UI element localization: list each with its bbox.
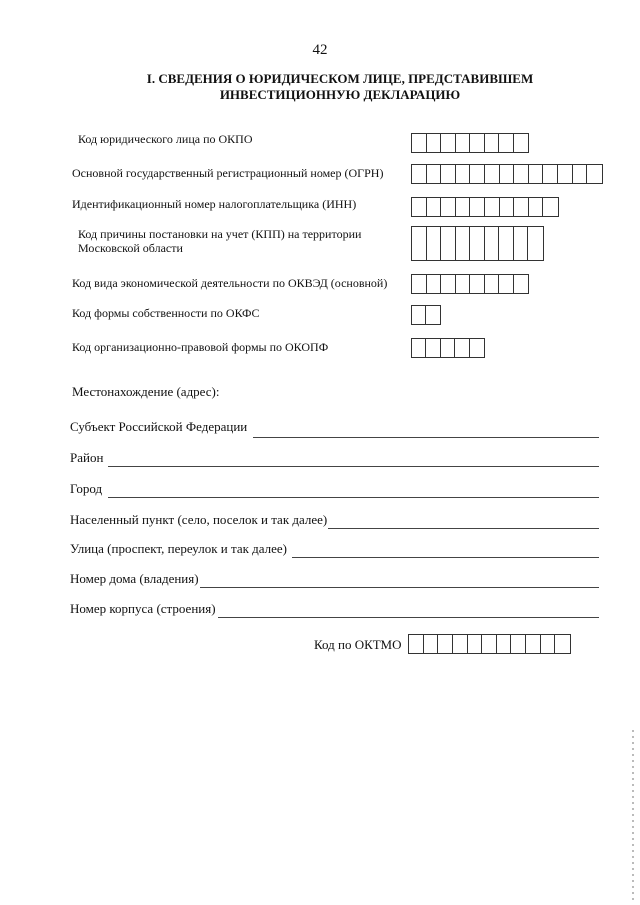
code-cell[interactable] [456,165,471,183]
kpp-label-line-1: Код причины постановки на учет (КПП) на территории [78,227,362,241]
code-cell[interactable] [426,339,440,357]
code-cell[interactable] [528,227,543,260]
code-cell[interactable] [526,635,541,653]
code-cell[interactable] [412,198,427,216]
house-label: Номер дома (владения) [70,571,199,586]
code-cell[interactable] [470,275,485,293]
district-label: Район [70,450,104,465]
code-cell[interactable] [500,165,515,183]
code-cell[interactable] [499,275,514,293]
code-cell[interactable] [482,635,497,653]
locality-input-line[interactable] [328,527,599,529]
code-cell[interactable] [412,306,426,324]
code-cell[interactable] [412,165,427,183]
region-label: Субъект Российской Федерации [70,419,248,434]
inn-label: Идентификационный номер налогоплательщика (ИНН) [72,197,357,211]
code-cell[interactable] [543,198,558,216]
code-cell[interactable] [485,165,500,183]
address-heading: Местонахождение (адрес): [72,384,220,399]
code-cell[interactable] [427,134,442,152]
code-cell[interactable] [412,134,427,152]
okopf-code-boxes[interactable] [411,338,485,358]
code-cell[interactable] [441,198,456,216]
code-cell[interactable] [499,134,514,152]
oktmo-label: Код по ОКТМО [314,637,402,652]
code-cell[interactable] [470,227,485,260]
okved-label: Код вида экономической деятельности по ОКВЭД (основной) [72,276,388,290]
okpo-label: Код юридического лица по ОКПО [78,132,253,146]
code-cell[interactable] [456,134,471,152]
oktmo-code-boxes[interactable] [408,634,571,654]
code-cell[interactable] [409,635,424,653]
region-input-line[interactable] [253,436,599,438]
code-cell[interactable] [468,635,483,653]
section-title-line-2: ИНВЕСТИЦИОННУЮ ДЕКЛАРАЦИЮ [219,87,461,102]
code-cell[interactable] [441,227,456,260]
code-cell[interactable] [485,227,500,260]
kpp-code-boxes[interactable] [411,226,544,261]
ogrn-code-boxes[interactable] [411,164,603,184]
code-cell[interactable] [438,635,453,653]
code-cell[interactable] [470,165,485,183]
okopf-label: Код организационно-правовой формы по ОКОПФ [72,340,329,354]
building-input-line[interactable] [218,616,599,618]
okfs-code-boxes[interactable] [411,305,441,325]
code-cell[interactable] [529,165,544,183]
code-cell[interactable] [412,275,427,293]
code-cell[interactable] [427,165,442,183]
code-cell[interactable] [424,635,439,653]
code-cell[interactable] [499,227,514,260]
okpo-code-boxes[interactable] [411,133,529,153]
locality-label: Населенный пункт (село, поселок и так далее) [70,512,328,527]
code-cell[interactable] [500,198,515,216]
code-cell[interactable] [514,134,529,152]
scan-edge-marks [632,730,634,900]
code-cell[interactable] [427,198,442,216]
code-cell[interactable] [412,227,427,260]
code-cell[interactable] [485,275,500,293]
code-cell[interactable] [453,635,468,653]
building-label: Номер корпуса (строения) [70,601,216,616]
code-cell[interactable] [514,227,529,260]
code-cell[interactable] [497,635,512,653]
code-cell[interactable] [485,198,500,216]
code-cell[interactable] [541,635,556,653]
code-cell[interactable] [587,165,602,183]
code-cell[interactable] [456,198,471,216]
okfs-label: Код формы собственности по ОКФС [72,306,260,320]
ogrn-label: Основной государственный регистрационный номер (ОГРН) [72,166,384,180]
code-cell[interactable] [456,227,471,260]
code-cell[interactable] [470,339,484,357]
city-label: Город [70,481,103,496]
code-cell[interactable] [441,134,456,152]
code-cell[interactable] [441,339,455,357]
kpp-label-line-2: Московской области [78,241,183,255]
code-cell[interactable] [470,198,485,216]
code-cell[interactable] [455,339,469,357]
code-cell[interactable] [573,165,588,183]
code-cell[interactable] [514,275,529,293]
section-title-line-1: I. СВЕДЕНИЯ О ЮРИДИЧЕСКОМ ЛИЦЕ, ПРЕДСТАВИВШЕМ [146,71,534,86]
code-cell[interactable] [514,165,529,183]
code-cell[interactable] [555,635,570,653]
code-cell[interactable] [511,635,526,653]
page-number: 42 [312,42,328,58]
code-cell[interactable] [543,165,558,183]
city-input-line[interactable] [108,496,599,498]
code-cell[interactable] [456,275,471,293]
code-cell[interactable] [441,275,456,293]
code-cell[interactable] [514,198,529,216]
code-cell[interactable] [412,339,426,357]
inn-code-boxes[interactable] [411,197,559,217]
okved-code-boxes[interactable] [411,274,529,294]
street-label: Улица (проспект, переулок и так далее) [70,541,288,556]
district-input-line[interactable] [108,465,599,467]
street-input-line[interactable] [292,556,599,558]
code-cell[interactable] [558,165,573,183]
code-cell[interactable] [529,198,544,216]
code-cell[interactable] [441,165,456,183]
house-input-line[interactable] [200,586,599,588]
code-cell[interactable] [485,134,500,152]
code-cell[interactable] [470,134,485,152]
code-cell[interactable] [427,227,442,260]
code-cell[interactable] [426,306,440,324]
code-cell[interactable] [427,275,442,293]
